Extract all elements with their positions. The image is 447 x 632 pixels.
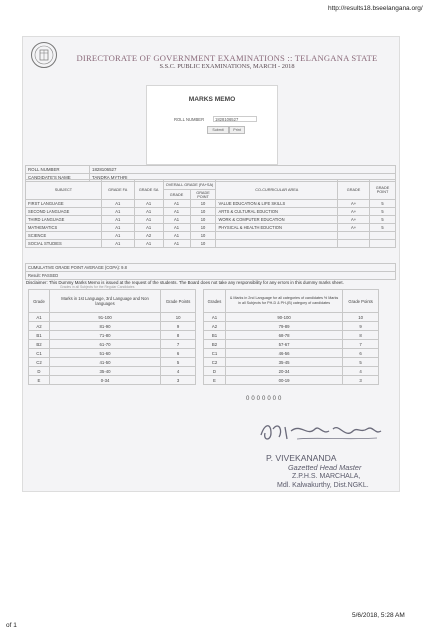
- grade-cell: A2: [29, 322, 50, 331]
- grade-cell: A1: [29, 313, 50, 322]
- cocurricular-area: [216, 240, 338, 248]
- marks-cell: 79-89: [225, 322, 342, 331]
- table-row: [204, 358, 379, 367]
- grade-cell: C1: [29, 349, 50, 358]
- table-row: [29, 376, 196, 385]
- grade-fa: A1: [101, 200, 134, 208]
- grade-header: Grade: [29, 290, 50, 313]
- grade-sa: A2: [134, 232, 163, 240]
- grading-table-languages: [28, 289, 196, 385]
- cgpa-value: CUMULATIVE GRADE POINT AVERAGE (CGPA): 9.8: [26, 264, 396, 272]
- area-grade-header: GRADE: [338, 180, 370, 200]
- results-table: [25, 179, 396, 248]
- points-cell: 10: [161, 313, 196, 322]
- marks-cell: 51-60: [49, 349, 160, 358]
- grade-cell: A1: [204, 313, 226, 322]
- points-cell: 7: [161, 340, 196, 349]
- area-grade-point: 5: [370, 200, 396, 208]
- roll-number-input[interactable]: 1828106527: [213, 116, 257, 122]
- subject-name: SECOND LANGUAGE: [26, 208, 102, 216]
- disclaimer-text: Disclaimer: This Dummy Marks Memo is issued at the request of the students. The Board does not take any responsibility for any errors in this dummy marks sheet.: [26, 280, 344, 285]
- points-cell: 9: [343, 322, 379, 331]
- marks-cell: 68-78: [225, 331, 342, 340]
- grade-sa: A1: [134, 200, 163, 208]
- overall-point-subheader: GRADE POINT: [190, 190, 216, 200]
- memo-panel: [146, 85, 278, 165]
- grade-fa: A1: [101, 232, 134, 240]
- result-status: Result: PASSED: [26, 272, 396, 280]
- grade-cell: C2: [29, 358, 50, 367]
- cocurricular-area: PHYSICAL & HEALTH EDUCTION: [216, 224, 338, 232]
- board-title: DIRECTORATE OF GOVERNMENT EXAMINATIONS :: TELANGANA STATE: [76, 53, 378, 63]
- overall-grade-header: OVERALL GRADE (FA+SA): [163, 180, 216, 190]
- cocurricular-area: WORK & COMPUTER EDUCATION: [216, 216, 338, 224]
- table-row: [29, 331, 196, 340]
- points-cell: 5: [161, 358, 196, 367]
- area-grade-point: 5: [370, 216, 396, 224]
- area-grade: [338, 232, 370, 240]
- table-row: [204, 349, 379, 358]
- area-grade-point: 5: [370, 224, 396, 232]
- grade-fa: A1: [101, 240, 134, 248]
- overall-grade: A1: [163, 224, 190, 232]
- table-row: [26, 240, 396, 248]
- marks-cell: 61-70: [49, 340, 160, 349]
- stamp-designation: Gazetted Head Master: [288, 463, 362, 472]
- grade-sa: A1: [134, 208, 163, 216]
- grade-cell: B1: [204, 331, 226, 340]
- points-header: Grade Points: [343, 290, 379, 313]
- marks-cell: 41-50: [49, 358, 160, 367]
- table-row: [29, 367, 196, 376]
- grade-fa: A1: [101, 208, 134, 216]
- overall-grade: A1: [163, 200, 190, 208]
- grade-fa: A1: [101, 216, 134, 224]
- roll-label: ROLL NUMBER: [26, 166, 90, 174]
- table-row: [204, 331, 379, 340]
- grade-header: Grades: [204, 290, 226, 313]
- marks-header: & Marks in 2nd Language for all categories of candidates % Marks in all Subjects for PH-D & PH-(B) category of candidates: [225, 290, 342, 313]
- points-cell: 5: [343, 358, 379, 367]
- table-row: [204, 367, 379, 376]
- area-grade: A+: [338, 208, 370, 216]
- stamp-district: Mdl. Kalwakurthy, Dist.NGKL.: [277, 482, 369, 489]
- signature-icon: [257, 419, 387, 445]
- grade-point: 10: [190, 224, 216, 232]
- marks-cell: 71-80: [49, 331, 160, 340]
- name-label: CANDIDATE'S NAME: [26, 174, 90, 182]
- points-cell: 4: [343, 367, 379, 376]
- area-grade: A+: [338, 200, 370, 208]
- subject-name: FIRST LANGUAGE: [26, 200, 102, 208]
- grade-point: 10: [190, 232, 216, 240]
- grade-cell: A2: [204, 322, 226, 331]
- grade-sa: A1: [134, 216, 163, 224]
- marks-cell: 35-40: [49, 367, 160, 376]
- cocurricular-header: CO-CURRICULAR AREA: [216, 180, 338, 200]
- marks-cell: 00-19: [225, 376, 342, 385]
- points-cell: 3: [343, 376, 379, 385]
- area-grade: A+: [338, 216, 370, 224]
- marks-header: Marks in 1st Language, 3rd Language and Non languages: [49, 290, 160, 313]
- table-row: [26, 232, 396, 240]
- page-count: of 1: [6, 622, 17, 629]
- grade-point: 10: [190, 216, 216, 224]
- table-row: [29, 340, 196, 349]
- points-cell: 7: [343, 340, 379, 349]
- page-url: http://results18.bseelangana.org/: [328, 5, 423, 12]
- roll-number-label: ROLL NUMBER: [174, 117, 205, 122]
- overall-grade: A1: [163, 216, 190, 224]
- table-row: [204, 313, 379, 322]
- cocurricular-area: [216, 232, 338, 240]
- overall-grade: A1: [163, 240, 190, 248]
- print-button[interactable]: Print: [229, 126, 245, 134]
- grade-cell: C2: [204, 358, 226, 367]
- grade-cell: B2: [204, 340, 226, 349]
- table-row: [26, 200, 396, 208]
- grading-caption: Grades in all Subjects for the Regular Candidates: [60, 285, 135, 289]
- table-row: [29, 313, 196, 322]
- exam-subtitle: S.S.C. PUBLIC EXAMINATIONS, MARCH - 2018: [159, 63, 295, 70]
- marks-cell: 90-100: [225, 313, 342, 322]
- points-cell: 9: [161, 322, 196, 331]
- area-grade-point-header: GRADE POINT: [370, 180, 396, 200]
- cgpa-table: [25, 263, 396, 280]
- table-row: [26, 216, 396, 224]
- grade-point: 10: [190, 200, 216, 208]
- grade-cell: B1: [29, 331, 50, 340]
- marks-cell: 20-34: [225, 367, 342, 376]
- marks-cell: 91-100: [49, 313, 160, 322]
- grade-cell: D: [204, 367, 226, 376]
- subject-name: MATHEMATICS: [26, 224, 102, 232]
- area-grade-point: [370, 232, 396, 240]
- memo-title: MARKS MEMO: [188, 96, 236, 103]
- marks-cell: 0-34: [49, 376, 160, 385]
- points-cell: 10: [343, 313, 379, 322]
- points-cell: 6: [161, 349, 196, 358]
- grade-sa-header: GRADE SA: [134, 180, 163, 200]
- subject-name: SOCIAL STUDIES: [26, 240, 102, 248]
- print-datetime: 5/6/2018, 5:28 AM: [352, 612, 405, 619]
- grade-cell: B2: [29, 340, 50, 349]
- cocurricular-area: ARTS & CULTURAL EDUCTION: [216, 208, 338, 216]
- points-header: Grade Points: [161, 290, 196, 313]
- table-row: [29, 322, 196, 331]
- grade-point: 10: [190, 240, 216, 248]
- table-row: [26, 208, 396, 216]
- table-row: [204, 340, 379, 349]
- table-row: [29, 358, 196, 367]
- grade-sa: A1: [134, 240, 163, 248]
- marks-cell: 46-56: [225, 349, 342, 358]
- subject-name: THIRD LANGUAGE: [26, 216, 102, 224]
- marks-cell: 57-67: [225, 340, 342, 349]
- area-grade-point: [370, 240, 396, 248]
- grade-sa: A1: [134, 224, 163, 232]
- area-grade: [338, 240, 370, 248]
- table-row: [26, 224, 396, 232]
- ink-marks: 0000000: [246, 396, 284, 402]
- area-grade: A+: [338, 224, 370, 232]
- points-cell: 8: [161, 331, 196, 340]
- table-row: [29, 349, 196, 358]
- grade-fa: A1: [101, 224, 134, 232]
- subject-name: SCIENCE: [26, 232, 102, 240]
- points-cell: 8: [343, 331, 379, 340]
- marks-cell: 81-90: [49, 322, 160, 331]
- table-row: [204, 322, 379, 331]
- area-grade-point: 5: [370, 208, 396, 216]
- points-cell: 6: [343, 349, 379, 358]
- grade-cell: C1: [204, 349, 226, 358]
- grade-cell: E: [204, 376, 226, 385]
- grading-table-second-language: [203, 289, 379, 385]
- subject-header: SUBJECT: [26, 180, 102, 200]
- overall-grade: A1: [163, 208, 190, 216]
- grade-fa-header: GRADE FA: [101, 180, 134, 200]
- cocurricular-area: VALUE EDUCATION & LIFE SKILLS: [216, 200, 338, 208]
- table-row: [204, 376, 379, 385]
- submit-button[interactable]: Submit: [207, 126, 229, 134]
- marks-cell: 35-45: [225, 358, 342, 367]
- points-cell: 4: [161, 367, 196, 376]
- overall-grade-subheader: GRADE: [163, 190, 190, 200]
- grade-cell: D: [29, 367, 50, 376]
- points-cell: 3: [161, 376, 196, 385]
- stamp-school: Z.P.H.S. MARCHALA,: [292, 473, 361, 480]
- roll-value: 1828106527: [90, 166, 396, 174]
- overall-grade: A1: [163, 232, 190, 240]
- grade-cell: E: [29, 376, 50, 385]
- name-value: TANDRA MYTHRI: [90, 174, 396, 182]
- board-emblem-icon: [30, 41, 58, 69]
- grade-point: 10: [190, 208, 216, 216]
- stamp-name: P. VIVEKANANDA: [266, 453, 337, 463]
